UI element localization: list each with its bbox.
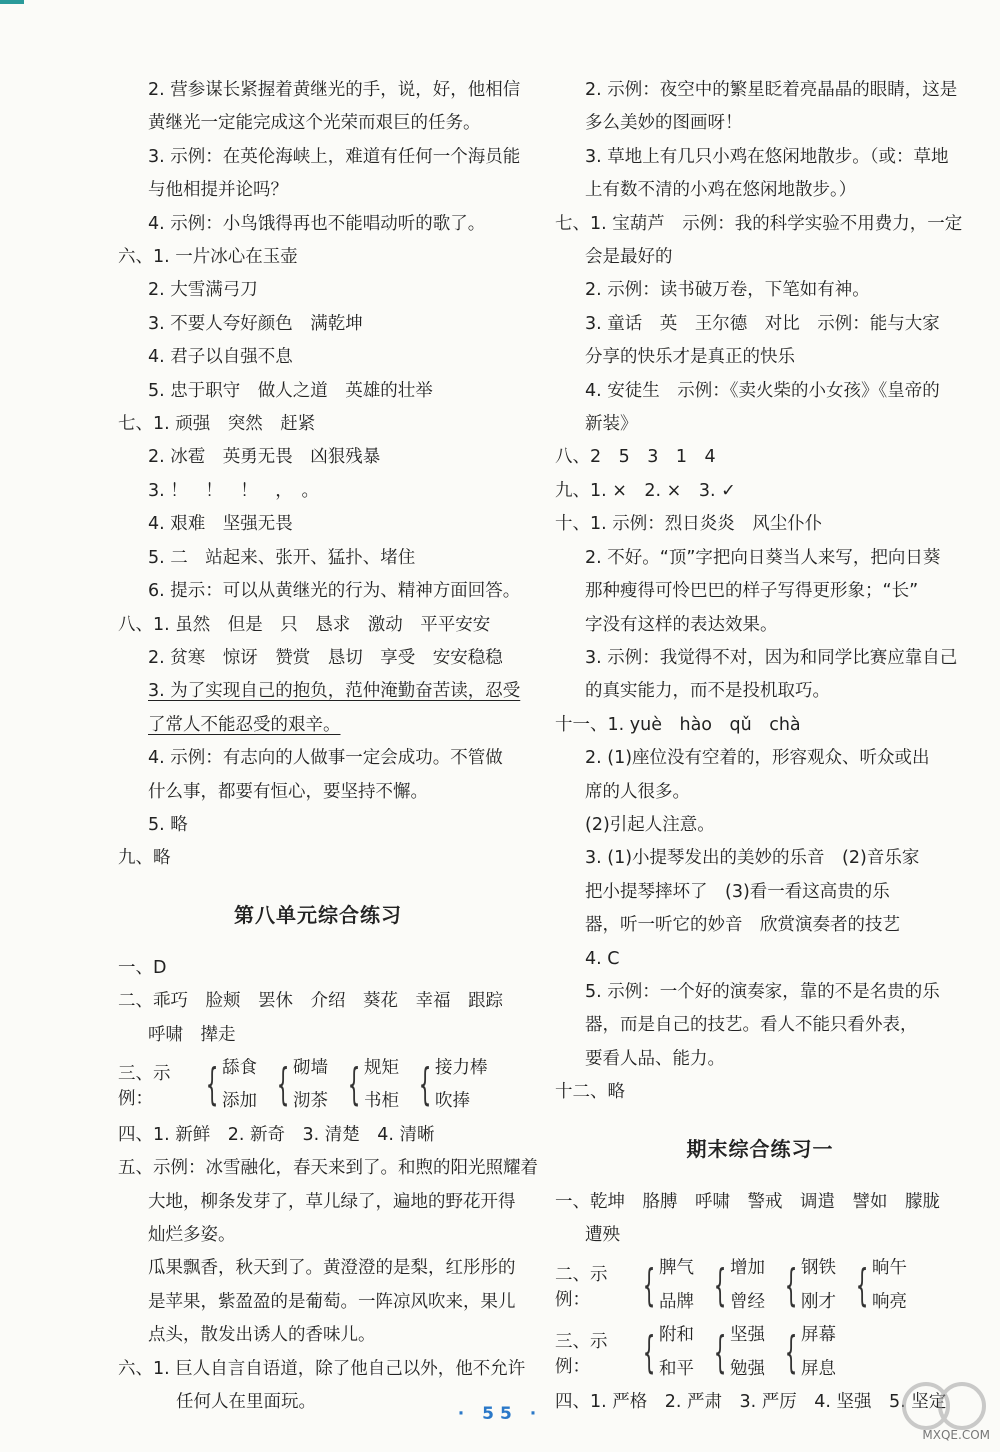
word-pair [269,1052,328,1119]
answer-line: 5. 忠于职守 做人之道 英雄的壮举 [148,380,433,401]
pair-word: 晌午 [872,1258,907,1279]
answer-line: 把小提琴摔坏了 (3)看一看这高贵的乐 [585,881,890,902]
answer-line: 任何人在里面玩。 [176,1392,316,1413]
answer-line: 九、1. × 2. × 3. ✓ [555,480,736,501]
pair-word: 品牌 [659,1291,694,1312]
page-number: · 55 · [457,1404,543,1424]
answer-line: 4. C [585,948,620,969]
answer-line: 3. 示例：我觉得不对，因为和同学比赛应靠自己 [585,647,958,668]
answer-line: 多么美妙的图画呀！ [585,113,743,134]
pair-word: 脾气 [659,1258,694,1279]
answer-line: 七、1. 顽强 突然 赶紧 [118,414,316,435]
brace-icon: { [713,1326,727,1378]
word-pair [706,1319,765,1386]
answer-line: 4. 示例：小鸟饿得再也不能唱动听的歌了。 [148,213,486,234]
pair-word: 和平 [659,1358,694,1379]
pair-word: 附和 [659,1325,694,1346]
brace-icon: { [784,1259,798,1311]
brace-lead: 三、示例： [118,1064,171,1110]
left-answers-part2 [118,952,518,1052]
answer-line: 六、1. 巨人自言自语道，除了他自己以外，他不允许 [118,1358,526,1379]
answer-line: 灿烂多姿。 [148,1225,236,1245]
brace-icon: { [205,1059,219,1111]
answer-line: 2. 冰雹 英勇无畏 凶狠残暴 [148,447,381,468]
answer-line: 了常人不能忍受的艰辛。 [148,714,341,735]
brace-icon: { [347,1059,361,1111]
answer-line: 3. ！ ！ ！ ， 。 [148,480,320,501]
answer-line: 九、略 [118,848,171,869]
pair-word: 舔食 [222,1057,257,1078]
left-column [118,74,538,1419]
answer-line: 2. (1)座位没有空着的，形容观众、听众或出 [585,748,930,769]
right-answers-part1 [555,74,965,1110]
brace-icon: { [784,1326,798,1378]
answer-line: 上有数不清的小鸡在悠闲地散步。） [585,180,857,201]
brace-icon: { [276,1059,290,1111]
pair-word: 响亮 [872,1291,907,1312]
answer-line: 器，而是自己的技艺。看人不能只看外表， [585,1015,918,1036]
brace-icon: { [855,1259,869,1311]
left-answers-part3 [118,1119,538,1420]
answer-line: 四、1. 严格 2. 严肃 3. 严厉 4. 坚强 5. 坚定 [555,1392,947,1413]
answer-line: 3. 不要人夸好颜色 满乾坤 [148,313,363,334]
answer-line: 2. 贫寒 惊讶 赞赏 恳切 享受 安安稳稳 [148,647,503,668]
word-pair [848,1252,907,1319]
word-pair [635,1252,694,1319]
brace-icon: { [642,1259,656,1311]
answer-line: 十二、略 [555,1082,625,1103]
answer-line: 一、乾坤 胳膊 呼啸 警戒 调遣 譬如 朦胧 [555,1191,940,1212]
left-brace-block [118,1052,518,1119]
answer-line: 新装》 [585,414,638,435]
answer-line: 什么事，都要有恒心，要坚持不懈。 [148,781,428,802]
pair-word: 沏茶 [293,1091,328,1112]
answer-line: 黄继光一定能完成这个光荣而艰巨的任务。 [148,113,481,134]
answer-line: 二、乖巧 脸颊 罢休 介绍 葵花 幸福 跟踪 [118,991,503,1012]
answer-line: 要看人品、能力。 [585,1048,725,1069]
answer-line: 十一、1. yuè hào qǔ chà [555,714,801,735]
section-title-final: 期末综合练习一 [686,1136,834,1161]
right-brace-block-a [555,1252,965,1319]
answer-line: 点头，散发出诱人的香味儿。 [148,1325,376,1346]
pair-word: 添加 [222,1091,257,1112]
answer-line: 3. 草地上有几只小鸡在悠闲地散步。（或：草地 [585,146,949,167]
answer-line: 2. 营参谋长紧握着黄继光的手，说，好，他相信 [148,80,521,100]
answer-line: 呼啸 撵走 [148,1024,236,1045]
answer-line: 席的人很多。 [585,781,690,802]
top-accent-line [0,0,24,4]
pair-word: 砌墙 [293,1057,328,1078]
answer-line: 十、1. 示例：烈日炎炎 风尘仆仆 [555,514,823,535]
answer-line: 大地，柳条发芽了，草儿绿了，遍地的野花开得 [148,1191,516,1212]
answer-line: 器，听一听它的妙音 欣赏演奏者的技艺 [585,915,900,936]
answer-line: 字没有这样的表达效果。 [585,614,778,635]
word-pair [198,1052,257,1119]
pair-word: 书柜 [364,1091,399,1112]
answer-line: 的真实能力，而不是投机取巧。 [585,681,830,702]
brace-icon: { [713,1259,727,1311]
answer-line: 3. 为了实现自己的抱负，范仲淹勤奋苦读，忍受 [148,681,521,702]
answer-line: 4. 安徒生 示例：《卖火柴的小女孩》《皇帝的 [585,380,940,401]
right-answers-part2 [555,1186,965,1253]
answer-line: 3. 示例：在英伦海峡上，难道有任何一个海员能 [148,146,521,167]
answer-line: 瓜果飘香，秋天到了。黄澄澄的是梨，红彤彤的 [148,1258,516,1279]
pair-word: 屏息 [801,1358,836,1379]
brace-icon: { [642,1326,656,1378]
pair-word: 屏幕 [801,1325,836,1346]
pair-word: 规矩 [364,1057,399,1078]
answer-line: 一、D [118,957,167,978]
pair-word: 曾经 [730,1291,765,1312]
answer-line: 5. 略 [148,814,188,835]
answer-line: (2)引起人注意。 [585,814,715,835]
answer-line: 五、示例：冰雪融化，春天来到了。和煦的阳光照耀着 [118,1158,538,1179]
answer-line: 六、1. 一片冰心在玉壶 [118,247,298,268]
answer-line: 4. 示例：有志向的人做事一定会成功。不管做 [148,748,503,769]
left-answers-part1 [118,74,521,876]
answer-line: 5. 二 站起来、张开、猛扑、堵住 [148,547,416,568]
answer-line: 2. 示例：夜空中的繁星眨着亮晶晶的眼睛，这是 [585,80,958,100]
answer-line: 3. 童话 英 王尔德 对比 示例：能与大家 [585,313,940,334]
answer-line: 七、1. 宝葫芦 示例：我的科学实验不用费力，一定 [555,213,963,234]
watermark-text: MXQE.COM [922,1428,990,1442]
answer-line: 3. (1)小提琴发出的美妙的乐音 (2)音乐家 [585,848,920,869]
pair-word: 吹捧 [435,1091,470,1112]
word-pair [411,1052,488,1119]
pair-word: 刚才 [801,1291,836,1312]
pair-word: 钢铁 [801,1258,836,1279]
brace-icon: { [418,1059,432,1111]
answer-line: 2. 示例：读书破万卷，下笔如有神。 [585,280,870,301]
pair-word: 勉强 [730,1358,765,1379]
pair-word: 增加 [730,1258,765,1279]
pair-word: 坚强 [730,1325,765,1346]
word-pair [706,1252,765,1319]
answer-line: 6. 提示：可以从黄继光的行为、精神方面回答。 [148,581,521,602]
answer-line: 会是最好的 [585,247,673,268]
answer-line: 2. 不好。“顶”字把向日葵当人来写，把向日葵 [585,547,941,568]
word-pair [340,1052,399,1119]
answer-line: 遭殃 [585,1225,620,1245]
answer-line: 4. 君子以自强不息 [148,347,293,368]
answer-line: 四、1. 新鲜 2. 新奇 3. 清楚 4. 清晰 [118,1124,435,1145]
pair-word: 接力棒 [435,1057,488,1078]
answer-line: 分享的快乐才是真正的快乐 [585,347,795,368]
answer-line: 是苹果，紫盈盈的是葡萄。一阵凉风吹来，果儿 [148,1291,516,1312]
word-pair [777,1319,836,1386]
answer-line: 八、1. 虽然 但是 只 恳求 激动 平平安安 [118,614,491,635]
right-column [555,74,965,1419]
answer-line: 八、2 5 3 1 4 [555,447,716,468]
word-pair [777,1252,836,1319]
answer-line: 4. 艰难 坚强无畏 [148,514,293,535]
section-title-unit8: 第八单元综合练习 [234,902,402,927]
answer-line: 5. 示例：一个好的演奏家，靠的不是名贵的乐 [585,981,940,1002]
brace-lead: 三、示例： [555,1331,608,1377]
answer-line: 与他相提并论吗？ [148,180,288,201]
answer-line: 那种瘦得可怜巴巴的样子写得更形象；“长” [585,581,919,602]
answer-line: 2. 大雪满弓刀 [148,280,258,301]
brace-lead: 二、示例： [555,1264,608,1310]
word-pair [635,1319,694,1386]
